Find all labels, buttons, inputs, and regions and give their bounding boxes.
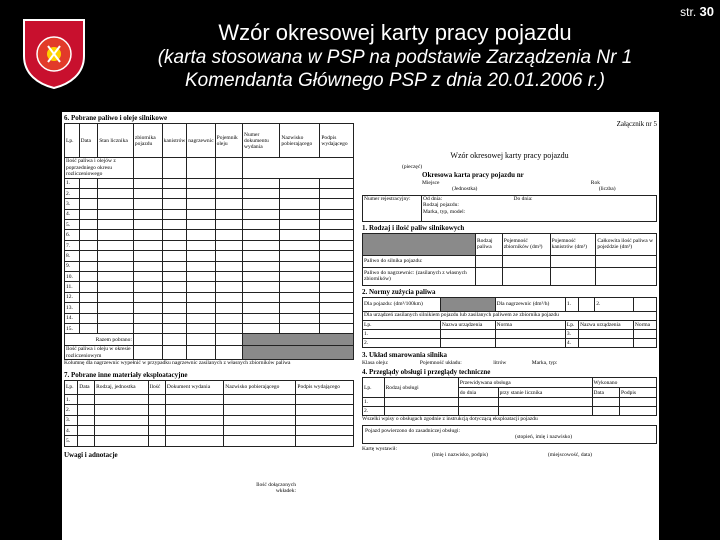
fuel-row-engine: Paliwo do silnika pojazdu: [363, 255, 476, 267]
col-date: Data [79, 124, 98, 158]
page-number-value: 30 [699, 4, 714, 19]
row-num: 9. [65, 261, 80, 271]
to-label: Do dnia: [513, 195, 533, 202]
norm-col-2: 2. [595, 297, 634, 311]
issued-label: Kartę wystawił: [362, 445, 397, 452]
page-number [680, 4, 714, 19]
norm-vehicle-label: Dla pojazdu: (dm³/100km) [363, 297, 441, 311]
svc-col-sign: Podpis [620, 388, 657, 398]
lubrication-row [362, 360, 657, 367]
slide-subtitle [110, 46, 680, 92]
section2-title: 2. Normy zużycia paliwa [362, 287, 436, 296]
dev-col-name2: Nazwa urządzenia [579, 320, 634, 329]
year-caption: (liczba) [598, 186, 616, 192]
row-num: 4. [65, 209, 80, 219]
reg-label: Numer rejestracyjny: [363, 195, 422, 221]
devices-note: Dla urządzeń zasilanych silnikiem pojazdu lub zasilanych paliwem ze zbiornika pojazdu [363, 311, 657, 320]
col-sign: Podpis wydającego [320, 124, 354, 158]
mat-col-doc: Dokument wydania [165, 380, 223, 394]
row-num: 2. [65, 405, 78, 415]
oil-make-label: Marka, typ: [531, 359, 558, 366]
row-num: 10. [65, 272, 80, 282]
section6-title: 6. Pobrane paliwo i oleje silnikowe [64, 114, 168, 122]
row-num: 2. [65, 188, 80, 198]
norm-heater-label: Dla nagrzewnic (dm³/h) [495, 297, 565, 311]
subtitle-line-2: Komendanta Głównego PSP z dnia 20.01.2006 r.) [184, 70, 606, 91]
mat-col-name: Nazwisko pobierającego [224, 380, 296, 394]
section1-title: 1. Rodzaj i ilość paliw silnikowych [362, 223, 465, 232]
row-num: 5. [65, 220, 80, 230]
row-num: 7. [65, 240, 80, 250]
col-tank: zbiornika pojazdu [133, 124, 162, 158]
issued-row [362, 446, 657, 459]
page-label: str. [680, 5, 697, 19]
row-num: 3. [65, 415, 78, 425]
row-num: 12. [65, 292, 80, 302]
svc-col-date: Data [592, 388, 620, 398]
assigned-caption: (stopień, imię i nazwisko) [515, 434, 573, 440]
col-lp: Lp. [65, 124, 80, 158]
fuel-col-canister: Pojemność kanistrów (dm³) [550, 233, 596, 255]
col-canister: kanistrów [162, 124, 187, 158]
assignment-box [362, 425, 657, 444]
mat-col-lp: Lp. [65, 380, 78, 394]
col-odometer: Stan licznika [98, 124, 134, 158]
period-total-label: Ilość paliwa i oleju w okresie rozliczeniowym [65, 346, 134, 360]
from-label: Od dnia: [423, 195, 443, 202]
col-oil: Pojemnik oleju [215, 124, 242, 158]
dev-col-norm2: Norma [633, 320, 656, 329]
attachment-label: Załącznik nr 5 [616, 120, 657, 128]
assigned-label: Pojazd powierzono do zasadniczej obsługi: [365, 427, 461, 434]
form-left-column [64, 114, 354, 495]
row-num: 11. [65, 282, 80, 292]
capacity-unit: litrów [493, 359, 507, 366]
dev-col-lp2: Lp. [565, 320, 578, 329]
fuel-col-type: Rodzaj paliwa [476, 233, 503, 255]
slide-header [0, 0, 720, 112]
fuel-col-total: Całkowita ilość paliwa w pojeździe (dm³) [596, 233, 657, 255]
fuel-table [64, 123, 354, 360]
capacity-label: Pojemność układu: [419, 359, 462, 366]
row-num: 4. [65, 426, 78, 436]
notes-title: Uwagi i adnotacje [64, 450, 118, 459]
svc-col-done: Wykonano [592, 378, 656, 388]
fire-brigade-logo-icon [18, 16, 90, 90]
form-scan [62, 112, 659, 540]
row-num: 13. [65, 303, 80, 313]
mat-col-type: Rodzaj, jednostka [95, 380, 149, 394]
section4-title: 4. Przeglądy obsługi i przeglądy techniczne [362, 368, 491, 376]
place-label: Miejsce [422, 179, 440, 186]
inserts-label: Ilość dołączonych wkładek: [256, 481, 296, 495]
row-num: 3. [65, 199, 80, 209]
dev-col-lp: Lp. [363, 320, 441, 329]
vehicle-info-table [362, 195, 657, 222]
dev-col-norm: Norma [495, 320, 565, 329]
row-num: 1. [65, 394, 78, 404]
row-num: 6. [65, 230, 80, 240]
fuel-col-tank: Pojemność zbiorników (dm³) [502, 233, 550, 255]
svc-col-planned: Przewidywana obsługa [458, 378, 592, 388]
section3-title: 3. Układ smarowania silnika [362, 350, 448, 359]
consumption-table: Dla pojazdu: (dm³/100km) Dla nagrzewnic (dm³/h) 1. 2. Dla urządzeń zasilanych silnikiem pojazdu lub zasilanych paliwem ze zbiornika pojazdu Lp. Nazwa urządzenia Norma Lp. Nazwa urządzenia Norma 1. 3. 2. 4. [362, 297, 657, 348]
svc-col-due: do dnia [458, 388, 498, 398]
dates-cell [422, 195, 657, 221]
place-caption: (Jednostka) [452, 186, 478, 192]
form-heading: Wzór okresowej karty pracy pojazdu [450, 151, 569, 160]
form-right-column [362, 114, 657, 459]
row-num: 15. [65, 323, 80, 333]
col-heater: nagrzewnic [187, 124, 215, 158]
row-num: 1. [65, 178, 80, 188]
fuel-types-table [362, 233, 657, 286]
mat-col-sign: Podpis wydającego [296, 380, 354, 394]
dev-col-name: Nazwa urządzenia [440, 320, 495, 329]
place-caption-row [452, 186, 657, 193]
row-num: 8. [65, 251, 80, 261]
svc-col-type: Rodzaj obsługi [384, 378, 458, 398]
section7-title: 7. Pobrane inne materiały eksploatacyjne [64, 370, 188, 379]
year-label: Rok [590, 179, 600, 186]
materials-table [64, 380, 354, 447]
service-note: Wszelki wpisy o obsługach zgodnie z instrukcją dotyczącą eksploatacji pojazdu [362, 416, 538, 422]
total-label: Razem pobrano: [65, 334, 134, 346]
prev-period-label: Ilość paliwa i olejów z poprzedniego okresu rozliczeniowego [65, 158, 134, 179]
col-name: Nazwisko pobierającego [280, 124, 320, 158]
issued-caption-2: (miejscowość, data) [547, 452, 592, 458]
row-num: 14. [65, 313, 80, 323]
mat-col-qty: Ilość [148, 380, 165, 394]
service-table: Lp. Rodzaj obsługi Przewidywana obsługa Wykonano do dnia przy stanie licznika Data Podpis 1. 2. [362, 377, 657, 416]
mat-col-date: Data [78, 380, 95, 394]
norm-col-1: 1. [565, 297, 578, 311]
slide-title: Wzór okresowej karty pracy pojazdu [218, 20, 572, 45]
svc-col-lp: Lp. [363, 378, 385, 398]
subtitle-line-1: (karta stosowana w PSP na podstawie Zarządzenia Nr 1 [157, 47, 633, 68]
type-label: Rodzaj pojazdu: [423, 202, 459, 208]
row-num: 5. [65, 436, 78, 446]
make-label: Marka, typ, model: [423, 208, 466, 215]
oil-class-label: Klasa oleju: [362, 359, 389, 366]
card-title: Okresowa karta pracy pojazdu nr [422, 170, 524, 179]
heater-note: Kolumnę dla nagrzewnic wypełnić w przypadku nagrzewnic zasilanych z własnych zbiorników paliwa [64, 360, 291, 367]
issued-caption-1: (imię i nazwisko, podpis) [432, 452, 488, 458]
svc-col-odo: przy stanie licznika [498, 388, 592, 398]
col-doc: Numer dokumentu wydania [243, 124, 280, 158]
stamp-label: (pieczęć) [402, 164, 423, 170]
fuel-row-heater: Paliwo do nagrzewnic: (zasilanych z własnych zbiorników) [363, 267, 476, 285]
